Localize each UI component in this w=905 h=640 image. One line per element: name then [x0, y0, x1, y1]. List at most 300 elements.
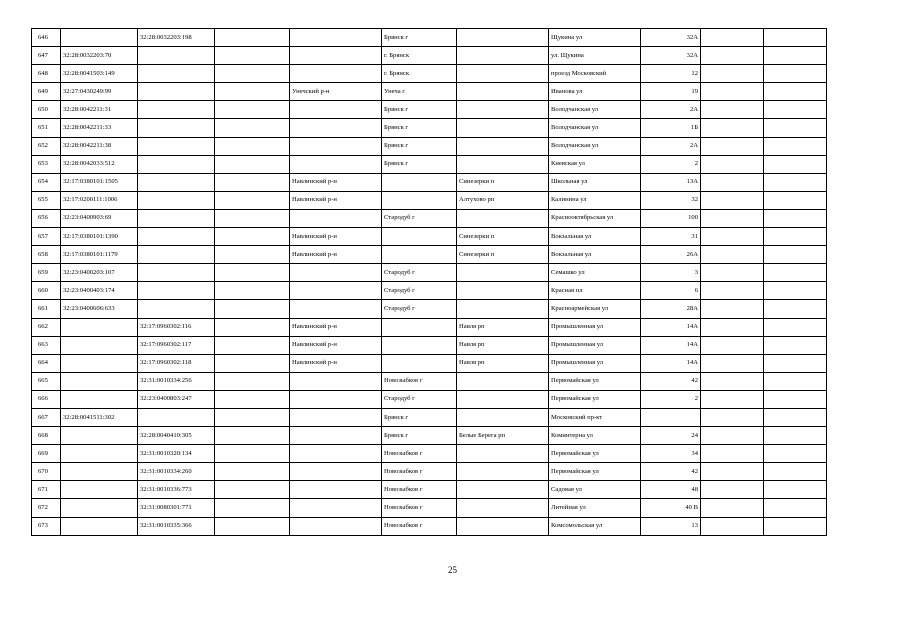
cell-empty	[701, 264, 764, 282]
cell-empty	[215, 264, 290, 282]
cell-empty	[764, 173, 827, 191]
cell-street: Володчанская ул	[549, 137, 641, 155]
cell-empty	[764, 246, 827, 264]
cell-house-number: 2А	[641, 137, 701, 155]
cell-city: Стародуб г	[382, 300, 457, 318]
cell-district	[290, 155, 382, 173]
cell-house-number: 31	[641, 228, 701, 246]
cell-cadastral-number	[61, 354, 138, 372]
cell-city: г. Брянск	[382, 47, 457, 65]
cell-cadastral-number-alt	[138, 119, 215, 137]
cell-city: Новозыбков г	[382, 481, 457, 499]
cell-district: Навлинский р-н	[290, 354, 382, 372]
cell-settlement	[457, 47, 549, 65]
cell-street: Промышленная ул	[549, 318, 641, 336]
cell-empty	[215, 408, 290, 426]
cell-district	[290, 445, 382, 463]
table-row	[32, 408, 827, 426]
cell-empty	[764, 300, 827, 318]
cell-house-number: 2	[641, 155, 701, 173]
cell-cadastral-number	[61, 336, 138, 354]
cell-district	[290, 137, 382, 155]
cell-row-number: 646	[32, 29, 61, 47]
cell-cadastral-number: 32:23:0400606:633	[61, 300, 138, 318]
cell-city	[382, 173, 457, 191]
cell-cadastral-number-alt: 32:17:0960302:116	[138, 318, 215, 336]
cell-empty	[764, 264, 827, 282]
cell-row-number: 666	[32, 390, 61, 408]
table-row	[32, 137, 827, 155]
cell-settlement	[457, 517, 549, 535]
cell-city: Брянск г	[382, 119, 457, 137]
cell-street: Промышленная ул	[549, 336, 641, 354]
cell-empty	[701, 481, 764, 499]
cell-city: Стародуб г	[382, 209, 457, 227]
cell-row-number: 657	[32, 228, 61, 246]
cell-street: ул. Щукина	[549, 47, 641, 65]
cell-settlement: Алтухово рп	[457, 191, 549, 209]
cell-district	[290, 47, 382, 65]
cell-street: Красная пл	[549, 282, 641, 300]
cell-district	[290, 408, 382, 426]
cell-empty	[701, 47, 764, 65]
table-row	[32, 445, 827, 463]
cell-district: Навлинский р-н	[290, 246, 382, 264]
cell-empty	[215, 228, 290, 246]
cell-empty	[215, 209, 290, 227]
cell-cadastral-number-alt: 32:31:0010320:134	[138, 445, 215, 463]
cell-empty	[701, 408, 764, 426]
cell-row-number: 662	[32, 318, 61, 336]
cell-city: Унеча г	[382, 83, 457, 101]
cell-settlement	[457, 29, 549, 47]
cell-city	[382, 246, 457, 264]
cell-settlement: Синезерки п	[457, 228, 549, 246]
cell-empty	[215, 191, 290, 209]
cell-empty	[701, 173, 764, 191]
cell-empty	[701, 372, 764, 390]
table-row	[32, 29, 827, 47]
cell-empty	[764, 427, 827, 445]
cell-house-number: 6	[641, 282, 701, 300]
cell-settlement	[457, 155, 549, 173]
cell-empty	[215, 47, 290, 65]
cell-settlement: Синезерки п	[457, 246, 549, 264]
cell-row-number: 673	[32, 517, 61, 535]
cell-street: Первомайская ул	[549, 445, 641, 463]
cell-cadastral-number: 32:17:0380101:1505	[61, 173, 138, 191]
cell-settlement	[457, 264, 549, 282]
cell-house-number: 34	[641, 445, 701, 463]
cell-empty	[701, 390, 764, 408]
table-row	[32, 318, 827, 336]
cell-cadastral-number: 32:28:0042211:31	[61, 101, 138, 119]
cell-empty	[215, 463, 290, 481]
cell-house-number: 24	[641, 427, 701, 445]
cell-district	[290, 282, 382, 300]
cell-settlement	[457, 137, 549, 155]
cell-row-number: 667	[32, 408, 61, 426]
cell-street: Промышленная ул	[549, 354, 641, 372]
cell-cadastral-number	[61, 445, 138, 463]
cell-empty	[215, 354, 290, 372]
cell-cadastral-number-alt: 32:31:0010334:260	[138, 463, 215, 481]
cell-row-number: 656	[32, 209, 61, 227]
register-table	[31, 28, 827, 536]
cell-street: Коминтерна ул	[549, 427, 641, 445]
table-row	[32, 47, 827, 65]
cell-empty	[764, 119, 827, 137]
cell-empty	[215, 300, 290, 318]
cell-cadastral-number-alt: 32:31:0010336:773	[138, 481, 215, 499]
cell-city: Новозыбков г	[382, 445, 457, 463]
table-row	[32, 173, 827, 191]
cell-settlement	[457, 65, 549, 83]
register-table-body	[32, 29, 827, 536]
cell-district: Навлинский р-н	[290, 173, 382, 191]
cell-house-number: 32А	[641, 29, 701, 47]
cell-empty	[701, 354, 764, 372]
cell-empty	[701, 65, 764, 83]
table-row	[32, 481, 827, 499]
table-row	[32, 463, 827, 481]
cell-street: Володчанская ул	[549, 101, 641, 119]
cell-empty	[764, 499, 827, 517]
cell-row-number: 648	[32, 65, 61, 83]
cell-empty	[215, 83, 290, 101]
cell-settlement	[457, 83, 549, 101]
cell-cadastral-number-alt	[138, 209, 215, 227]
cell-house-number: 28А	[641, 300, 701, 318]
cell-row-number: 671	[32, 481, 61, 499]
cell-house-number: 12	[641, 65, 701, 83]
cell-house-number: 13	[641, 517, 701, 535]
cell-district	[290, 29, 382, 47]
cell-empty	[215, 65, 290, 83]
cell-cadastral-number-alt: 32:17:0960302:117	[138, 336, 215, 354]
cell-street: Семашко ул	[549, 264, 641, 282]
cell-empty	[764, 463, 827, 481]
cell-empty	[701, 155, 764, 173]
cell-row-number: 661	[32, 300, 61, 318]
cell-empty	[701, 282, 764, 300]
cell-street: Володчанская ул	[549, 119, 641, 137]
cell-empty	[764, 83, 827, 101]
cell-house-number: 42	[641, 372, 701, 390]
cell-cadastral-number: 32:23:0400903:69	[61, 209, 138, 227]
table-row	[32, 372, 827, 390]
cell-street: Первомайская ул	[549, 390, 641, 408]
cell-district	[290, 499, 382, 517]
cell-settlement	[457, 390, 549, 408]
cell-settlement	[457, 119, 549, 137]
table-row	[32, 83, 827, 101]
cell-district: Навлинский р-н	[290, 318, 382, 336]
table-row	[32, 427, 827, 445]
cell-cadastral-number: 32:23:0400203:107	[61, 264, 138, 282]
cell-cadastral-number: 32:17:0380101:1390	[61, 228, 138, 246]
cell-cadastral-number-alt	[138, 264, 215, 282]
cell-city	[382, 354, 457, 372]
cell-district	[290, 101, 382, 119]
cell-empty	[764, 29, 827, 47]
cell-empty	[215, 101, 290, 119]
cell-empty	[701, 445, 764, 463]
cell-empty	[764, 445, 827, 463]
cell-house-number: 40 В	[641, 499, 701, 517]
cell-city: Брянск г	[382, 137, 457, 155]
cell-house-number: 3	[641, 264, 701, 282]
cell-row-number: 655	[32, 191, 61, 209]
cell-cadastral-number: 32:27:0430249:99	[61, 83, 138, 101]
cell-row-number: 669	[32, 445, 61, 463]
cell-settlement: Навля рп	[457, 336, 549, 354]
cell-empty	[764, 318, 827, 336]
cell-cadastral-number	[61, 318, 138, 336]
cell-empty	[215, 445, 290, 463]
cell-empty	[215, 390, 290, 408]
cell-cadastral-number-alt: 32:28:0040410:305	[138, 427, 215, 445]
cell-row-number: 649	[32, 83, 61, 101]
cell-empty	[701, 228, 764, 246]
cell-cadastral-number-alt: 32:31:0080301:771	[138, 499, 215, 517]
cell-empty	[764, 282, 827, 300]
cell-settlement	[457, 372, 549, 390]
cell-empty	[701, 517, 764, 535]
cell-district	[290, 481, 382, 499]
cell-city: Новозыбков г	[382, 499, 457, 517]
cell-empty	[701, 427, 764, 445]
table-row	[32, 155, 827, 173]
cell-empty	[764, 354, 827, 372]
cell-cadastral-number-alt	[138, 155, 215, 173]
cell-row-number: 663	[32, 336, 61, 354]
cell-empty	[215, 173, 290, 191]
cell-city: Стародуб г	[382, 390, 457, 408]
cell-cadastral-number-alt	[138, 65, 215, 83]
cell-settlement: Навля рп	[457, 354, 549, 372]
cell-cadastral-number: 32:28:0041503:149	[61, 65, 138, 83]
table-row	[32, 228, 827, 246]
cell-cadastral-number	[61, 481, 138, 499]
cell-empty	[764, 517, 827, 535]
cell-empty	[701, 137, 764, 155]
table-row	[32, 390, 827, 408]
cell-row-number: 664	[32, 354, 61, 372]
cell-empty	[215, 282, 290, 300]
cell-street: Садовая ул	[549, 481, 641, 499]
cell-cadastral-number-alt	[138, 282, 215, 300]
cell-cadastral-number: 32:28:0042211:38	[61, 137, 138, 155]
cell-house-number: 32	[641, 191, 701, 209]
cell-empty	[764, 228, 827, 246]
cell-row-number: 652	[32, 137, 61, 155]
table-row	[32, 101, 827, 119]
cell-settlement: Синезерки п	[457, 173, 549, 191]
cell-street: Киевская ул	[549, 155, 641, 173]
cell-empty	[764, 101, 827, 119]
cell-cadastral-number-alt	[138, 191, 215, 209]
cell-empty	[764, 336, 827, 354]
cell-cadastral-number: 32:28:0032203:70	[61, 47, 138, 65]
cell-house-number: 42	[641, 463, 701, 481]
cell-cadastral-number: 32:23:0400403:174	[61, 282, 138, 300]
cell-empty	[215, 29, 290, 47]
cell-empty	[701, 318, 764, 336]
cell-district	[290, 390, 382, 408]
cell-street: Иванова ул	[549, 83, 641, 101]
cell-row-number: 654	[32, 173, 61, 191]
cell-row-number: 647	[32, 47, 61, 65]
cell-cadastral-number	[61, 427, 138, 445]
cell-house-number: 2А	[641, 101, 701, 119]
cell-cadastral-number	[61, 29, 138, 47]
cell-city: г. Брянск	[382, 65, 457, 83]
cell-district	[290, 463, 382, 481]
cell-empty	[215, 246, 290, 264]
cell-city	[382, 228, 457, 246]
table-row	[32, 264, 827, 282]
cell-street: Вокзальная ул	[549, 228, 641, 246]
cell-street: Первомайская ул	[549, 463, 641, 481]
cell-row-number: 658	[32, 246, 61, 264]
cell-district: Навлинский р-н	[290, 228, 382, 246]
cell-empty	[764, 390, 827, 408]
table-row	[32, 499, 827, 517]
cell-empty	[215, 517, 290, 535]
cell-city: Стародуб г	[382, 282, 457, 300]
cell-city: Брянск г	[382, 155, 457, 173]
cell-cadastral-number	[61, 463, 138, 481]
table-row	[32, 336, 827, 354]
cell-cadastral-number-alt	[138, 47, 215, 65]
cell-empty	[215, 499, 290, 517]
cell-row-number: 651	[32, 119, 61, 137]
cell-empty	[701, 499, 764, 517]
cell-house-number: 26А	[641, 246, 701, 264]
cell-house-number: 14А	[641, 318, 701, 336]
cell-empty	[701, 101, 764, 119]
cell-settlement: Белые Берега рп	[457, 427, 549, 445]
cell-cadastral-number: 32:28:0041511:302	[61, 408, 138, 426]
cell-empty	[764, 191, 827, 209]
cell-street: Щукина ул	[549, 29, 641, 47]
cell-house-number: 1Б	[641, 119, 701, 137]
cell-settlement	[457, 463, 549, 481]
cell-district: Навлинский р-н	[290, 336, 382, 354]
cell-street: проезд Московский	[549, 65, 641, 83]
cell-city	[382, 336, 457, 354]
cell-empty	[764, 209, 827, 227]
cell-city: Новозыбков г	[382, 372, 457, 390]
cell-cadastral-number-alt	[138, 173, 215, 191]
cell-empty	[701, 246, 764, 264]
cell-empty	[764, 65, 827, 83]
cell-settlement	[457, 445, 549, 463]
page-number: 25	[448, 565, 457, 575]
cell-house-number: 2	[641, 390, 701, 408]
cell-cadastral-number-alt	[138, 408, 215, 426]
cell-empty	[215, 336, 290, 354]
cell-city	[382, 191, 457, 209]
cell-empty	[701, 209, 764, 227]
cell-settlement	[457, 282, 549, 300]
cell-house-number: 14А	[641, 336, 701, 354]
cell-cadastral-number-alt	[138, 137, 215, 155]
cell-settlement: Навля рп	[457, 318, 549, 336]
cell-cadastral-number	[61, 372, 138, 390]
cell-cadastral-number	[61, 517, 138, 535]
cell-cadastral-number: 32:28:0042033:512	[61, 155, 138, 173]
cell-row-number: 670	[32, 463, 61, 481]
cell-street: Московский пр-кт	[549, 408, 641, 426]
cell-empty	[215, 372, 290, 390]
cell-empty	[215, 155, 290, 173]
cell-cadastral-number-alt: 32:31:0010335:366	[138, 517, 215, 535]
cell-cadastral-number-alt	[138, 83, 215, 101]
cell-cadastral-number: 32:28:0042211:33	[61, 119, 138, 137]
cell-city: Новозыбков г	[382, 463, 457, 481]
cell-house-number: 14А	[641, 354, 701, 372]
cell-settlement	[457, 209, 549, 227]
cell-city	[382, 318, 457, 336]
table-row	[32, 191, 827, 209]
table-row	[32, 517, 827, 535]
cell-cadastral-number-alt: 32:17:0960302:118	[138, 354, 215, 372]
cell-city: Новозыбков г	[382, 517, 457, 535]
cell-district	[290, 300, 382, 318]
cell-street: Школьная ул	[549, 173, 641, 191]
cell-empty	[764, 481, 827, 499]
table-row	[32, 65, 827, 83]
cell-house-number	[641, 408, 701, 426]
table-row	[32, 246, 827, 264]
cell-empty	[764, 155, 827, 173]
cell-street: Красноармейская ул	[549, 300, 641, 318]
cell-cadastral-number-alt: 32:28:0032203:198	[138, 29, 215, 47]
cell-house-number: 13А	[641, 173, 701, 191]
table-row	[32, 300, 827, 318]
cell-district	[290, 119, 382, 137]
cell-settlement	[457, 101, 549, 119]
cell-settlement	[457, 499, 549, 517]
cell-row-number: 650	[32, 101, 61, 119]
cell-district	[290, 372, 382, 390]
cell-city: Брянск г	[382, 427, 457, 445]
cell-street: Литейная ул	[549, 499, 641, 517]
cell-row-number: 660	[32, 282, 61, 300]
cell-cadastral-number-alt	[138, 101, 215, 119]
cell-cadastral-number-alt	[138, 246, 215, 264]
cell-empty	[215, 427, 290, 445]
cell-empty	[215, 318, 290, 336]
cell-street: Вокзальная ул	[549, 246, 641, 264]
cell-empty	[701, 83, 764, 101]
cell-cadastral-number-alt: 32:23:0400803:247	[138, 390, 215, 408]
cell-city: Брянск г	[382, 101, 457, 119]
cell-house-number: 19	[641, 83, 701, 101]
cell-cadastral-number: 32:17:0380101:1179	[61, 246, 138, 264]
cell-empty	[701, 29, 764, 47]
cell-district	[290, 264, 382, 282]
cell-settlement	[457, 481, 549, 499]
cell-street: Первомайская ул	[549, 372, 641, 390]
cell-district	[290, 427, 382, 445]
cell-district	[290, 209, 382, 227]
table-row	[32, 119, 827, 137]
cell-house-number: 48	[641, 481, 701, 499]
cell-empty	[215, 119, 290, 137]
